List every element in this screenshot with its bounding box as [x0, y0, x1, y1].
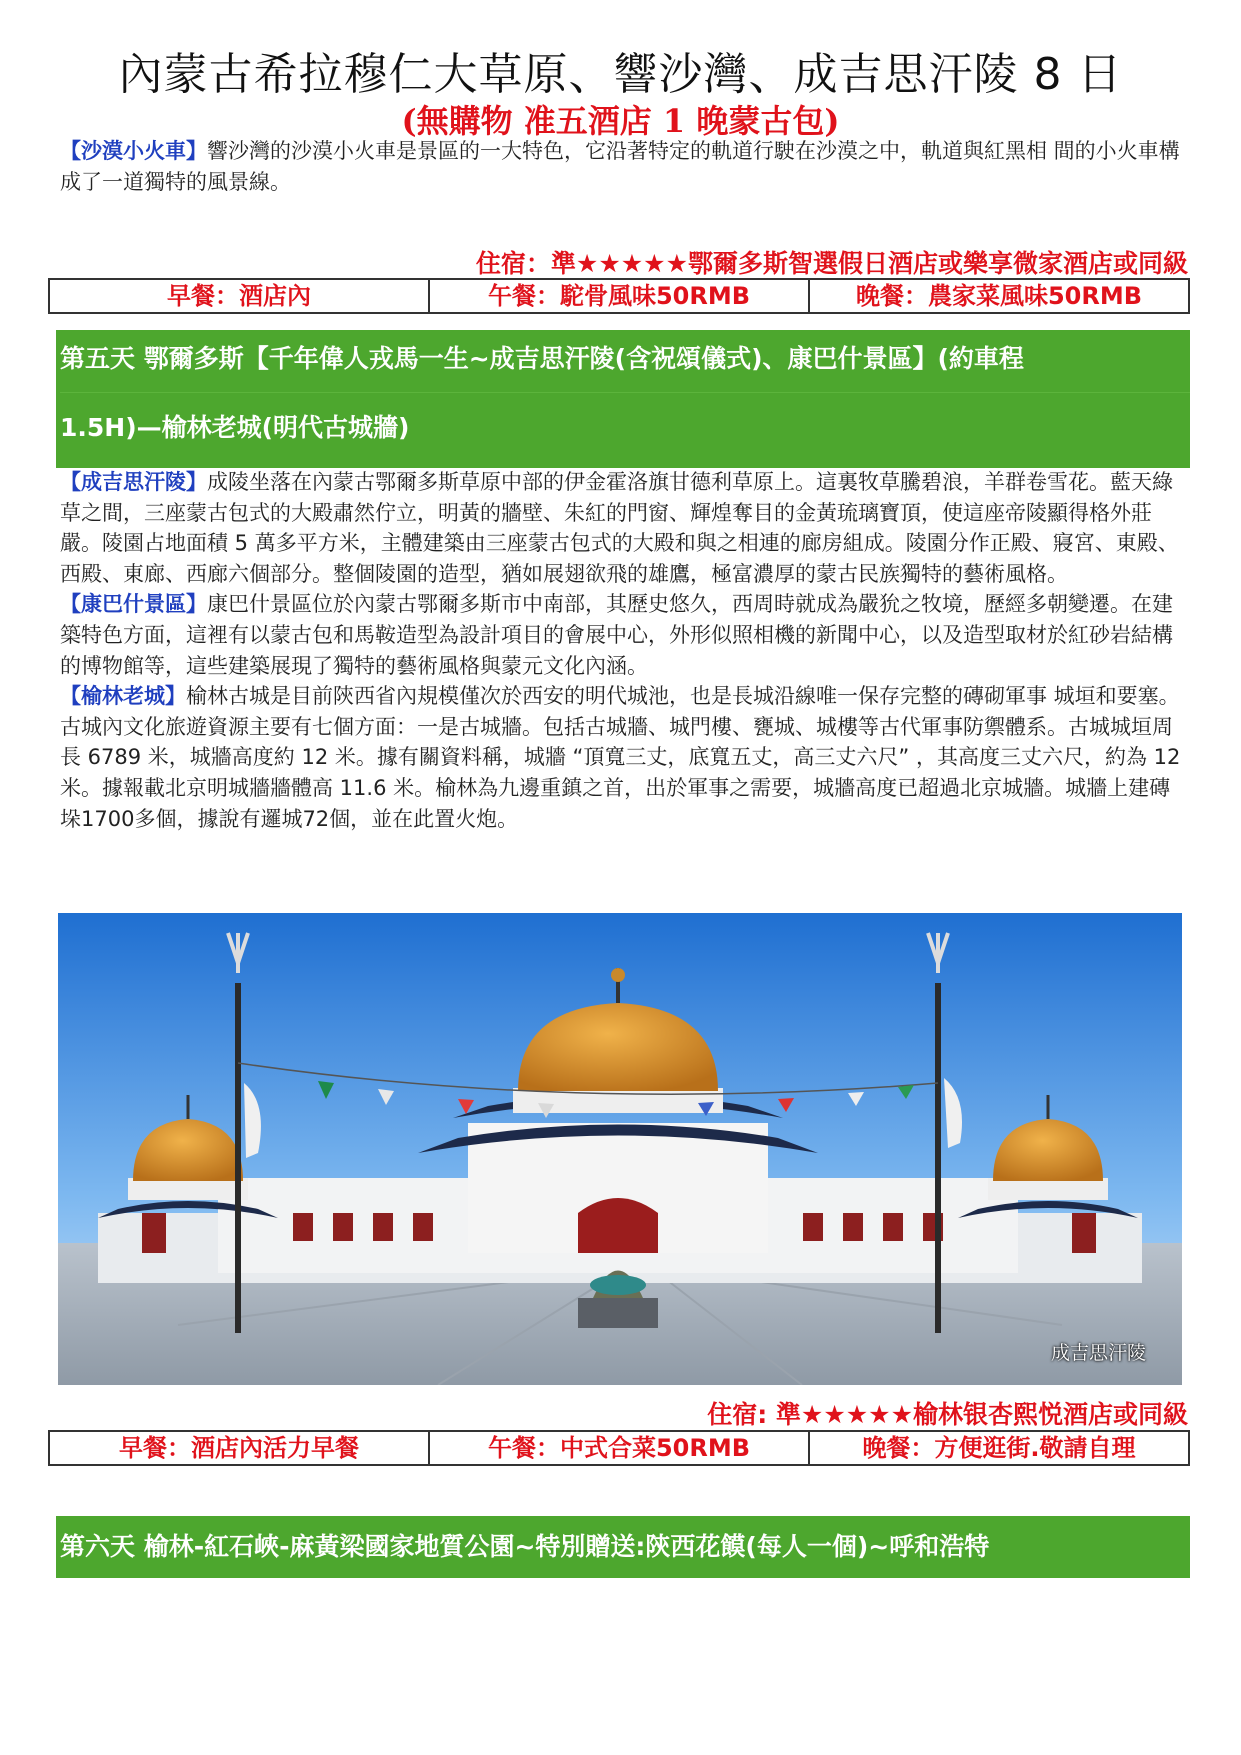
- section-tag: 【成吉思汗陵】: [60, 470, 207, 494]
- photo-caption: 成吉思汗陵: [1050, 1342, 1146, 1364]
- day5-heading-line1: 第五天 鄂爾多斯【千年偉人戎馬一生~成吉思汗陵(含祝頌儀式)、康巴什景區】(約車程: [60, 330, 1190, 393]
- day4-meals-table: [48, 278, 1190, 314]
- section-kangbashi: [60, 589, 1188, 681]
- day5-meals-table: [48, 1430, 1190, 1466]
- section-text: 康巴什景區位於內蒙古鄂爾多斯市中南部，其歷史悠久，西周時就成為嚴狁之牧境，歷經多朝變遷。在建築特色方面，這裡有以蒙古包和馬鞍造型為設計項目的會展中心，外形似照相機的新聞中心，以及造型取材於紅砂岩結構的博物館等，這些建築展現了獨特的藝術風格與蒙元文化內涵。: [60, 592, 1173, 678]
- intro-text: 響沙灣的沙漠小火車是景區的一大特色，它沿著特定的軌道行駛在沙漠之中，軌道與紅黑相 間的小火車構成了一道獨特的風景線。: [60, 139, 1180, 194]
- day5-lunch: 午餐：中式合菜50RMB: [428, 1432, 808, 1464]
- day5-heading: [56, 330, 1190, 468]
- page-title: 內蒙古希拉穆仁大草原、響沙灣、成吉思汗陵 8 日: [118, 49, 1123, 100]
- section-text: 成陵坐落在內蒙古鄂爾多斯草原中部的伊金霍洛旗甘德利草原上。這裏牧草騰碧浪，羊群卷雪花。藍天綠草之間，三座蒙古包式的大殿肅然佇立，明黃的牆壁、朱紅的門窗、輝煌奪目的金黃琉璃寶頂，使這座帝陵顯得格外莊嚴。陵園占地面積 5 萬多平方米，主體建築由三座蒙古包式的大殿和與之相連的廊房組成。陵園分作正殿、寢宮、東殿、西殿、東廊、西廊六個部分。整個陵園的造型，猶如展翅欲飛的雄鷹，極富濃厚的蒙古民族獨特的藝術風格。: [60, 470, 1179, 586]
- day4-hotel: 住宿：準★★★★★鄂爾多斯智選假日酒店或樂享微家酒店或同級: [475, 249, 1188, 278]
- day6-heading: 第六天 榆林-紅石峽-麻黃梁國家地質公園~特別贈送:陝西花饃(每人一個)~呼和浩特: [56, 1516, 1190, 1578]
- section-yulin-old-city: [60, 681, 1188, 834]
- day5-heading-line2: 1.5H)—榆林老城(明代古城牆): [60, 413, 410, 442]
- section-tag: 【榆林老城】: [60, 684, 186, 709]
- mausoleum-photo: [58, 913, 1182, 1385]
- day4-breakfast: 早餐：酒店內: [167, 282, 311, 310]
- intro-tag: 【沙漠小火車】: [60, 139, 207, 163]
- day5-breakfast: 早餐：酒店內活力早餐: [119, 1434, 359, 1462]
- section-text: 榆林古城是目前陝西省內規模僅次於西安的明代城池，也是長城沿線唯一保存完整的磚砌軍事 城垣和要塞。古城內文化旅遊資源主要有七個方面：一是古城牆。包括古城牆、城門樓、甕城、城樓等古代軍事防禦體系。古城城垣周長 6789 米，城牆高度約 12 米。據有關資料稱，城牆 “頂寬三丈，底寬五丈，高三丈六尺” ，其高度三丈六尺，約為 12 米。據報載北京明城牆牆體高 11.6 米。榆林為九邊重鎮之首，出於軍事之需要，城牆高度已超過北京城牆。城牆上建磚垛1700多個，據說有邏城72個，並在此置火炮。: [60, 684, 1181, 831]
- day5-sections: [60, 467, 1188, 834]
- day5-hotel: 住宿: 準★★★★★榆林银杏熙悦酒店或同級: [707, 1400, 1188, 1429]
- section-tag: 【康巴什景區】: [60, 592, 207, 617]
- page-subtitle: (無購物 准五酒店 1 晚蒙古包): [401, 102, 840, 140]
- day5-dinner: 晚餐：方便逛街.敬請自理: [808, 1432, 1188, 1464]
- section-genghis-mausoleum: [60, 467, 1188, 589]
- intro-paragraph: [60, 136, 1188, 197]
- day4-dinner: 晚餐：農家菜風味50RMB: [808, 280, 1188, 312]
- day4-lunch: 午餐：駝骨風味50RMB: [428, 280, 808, 312]
